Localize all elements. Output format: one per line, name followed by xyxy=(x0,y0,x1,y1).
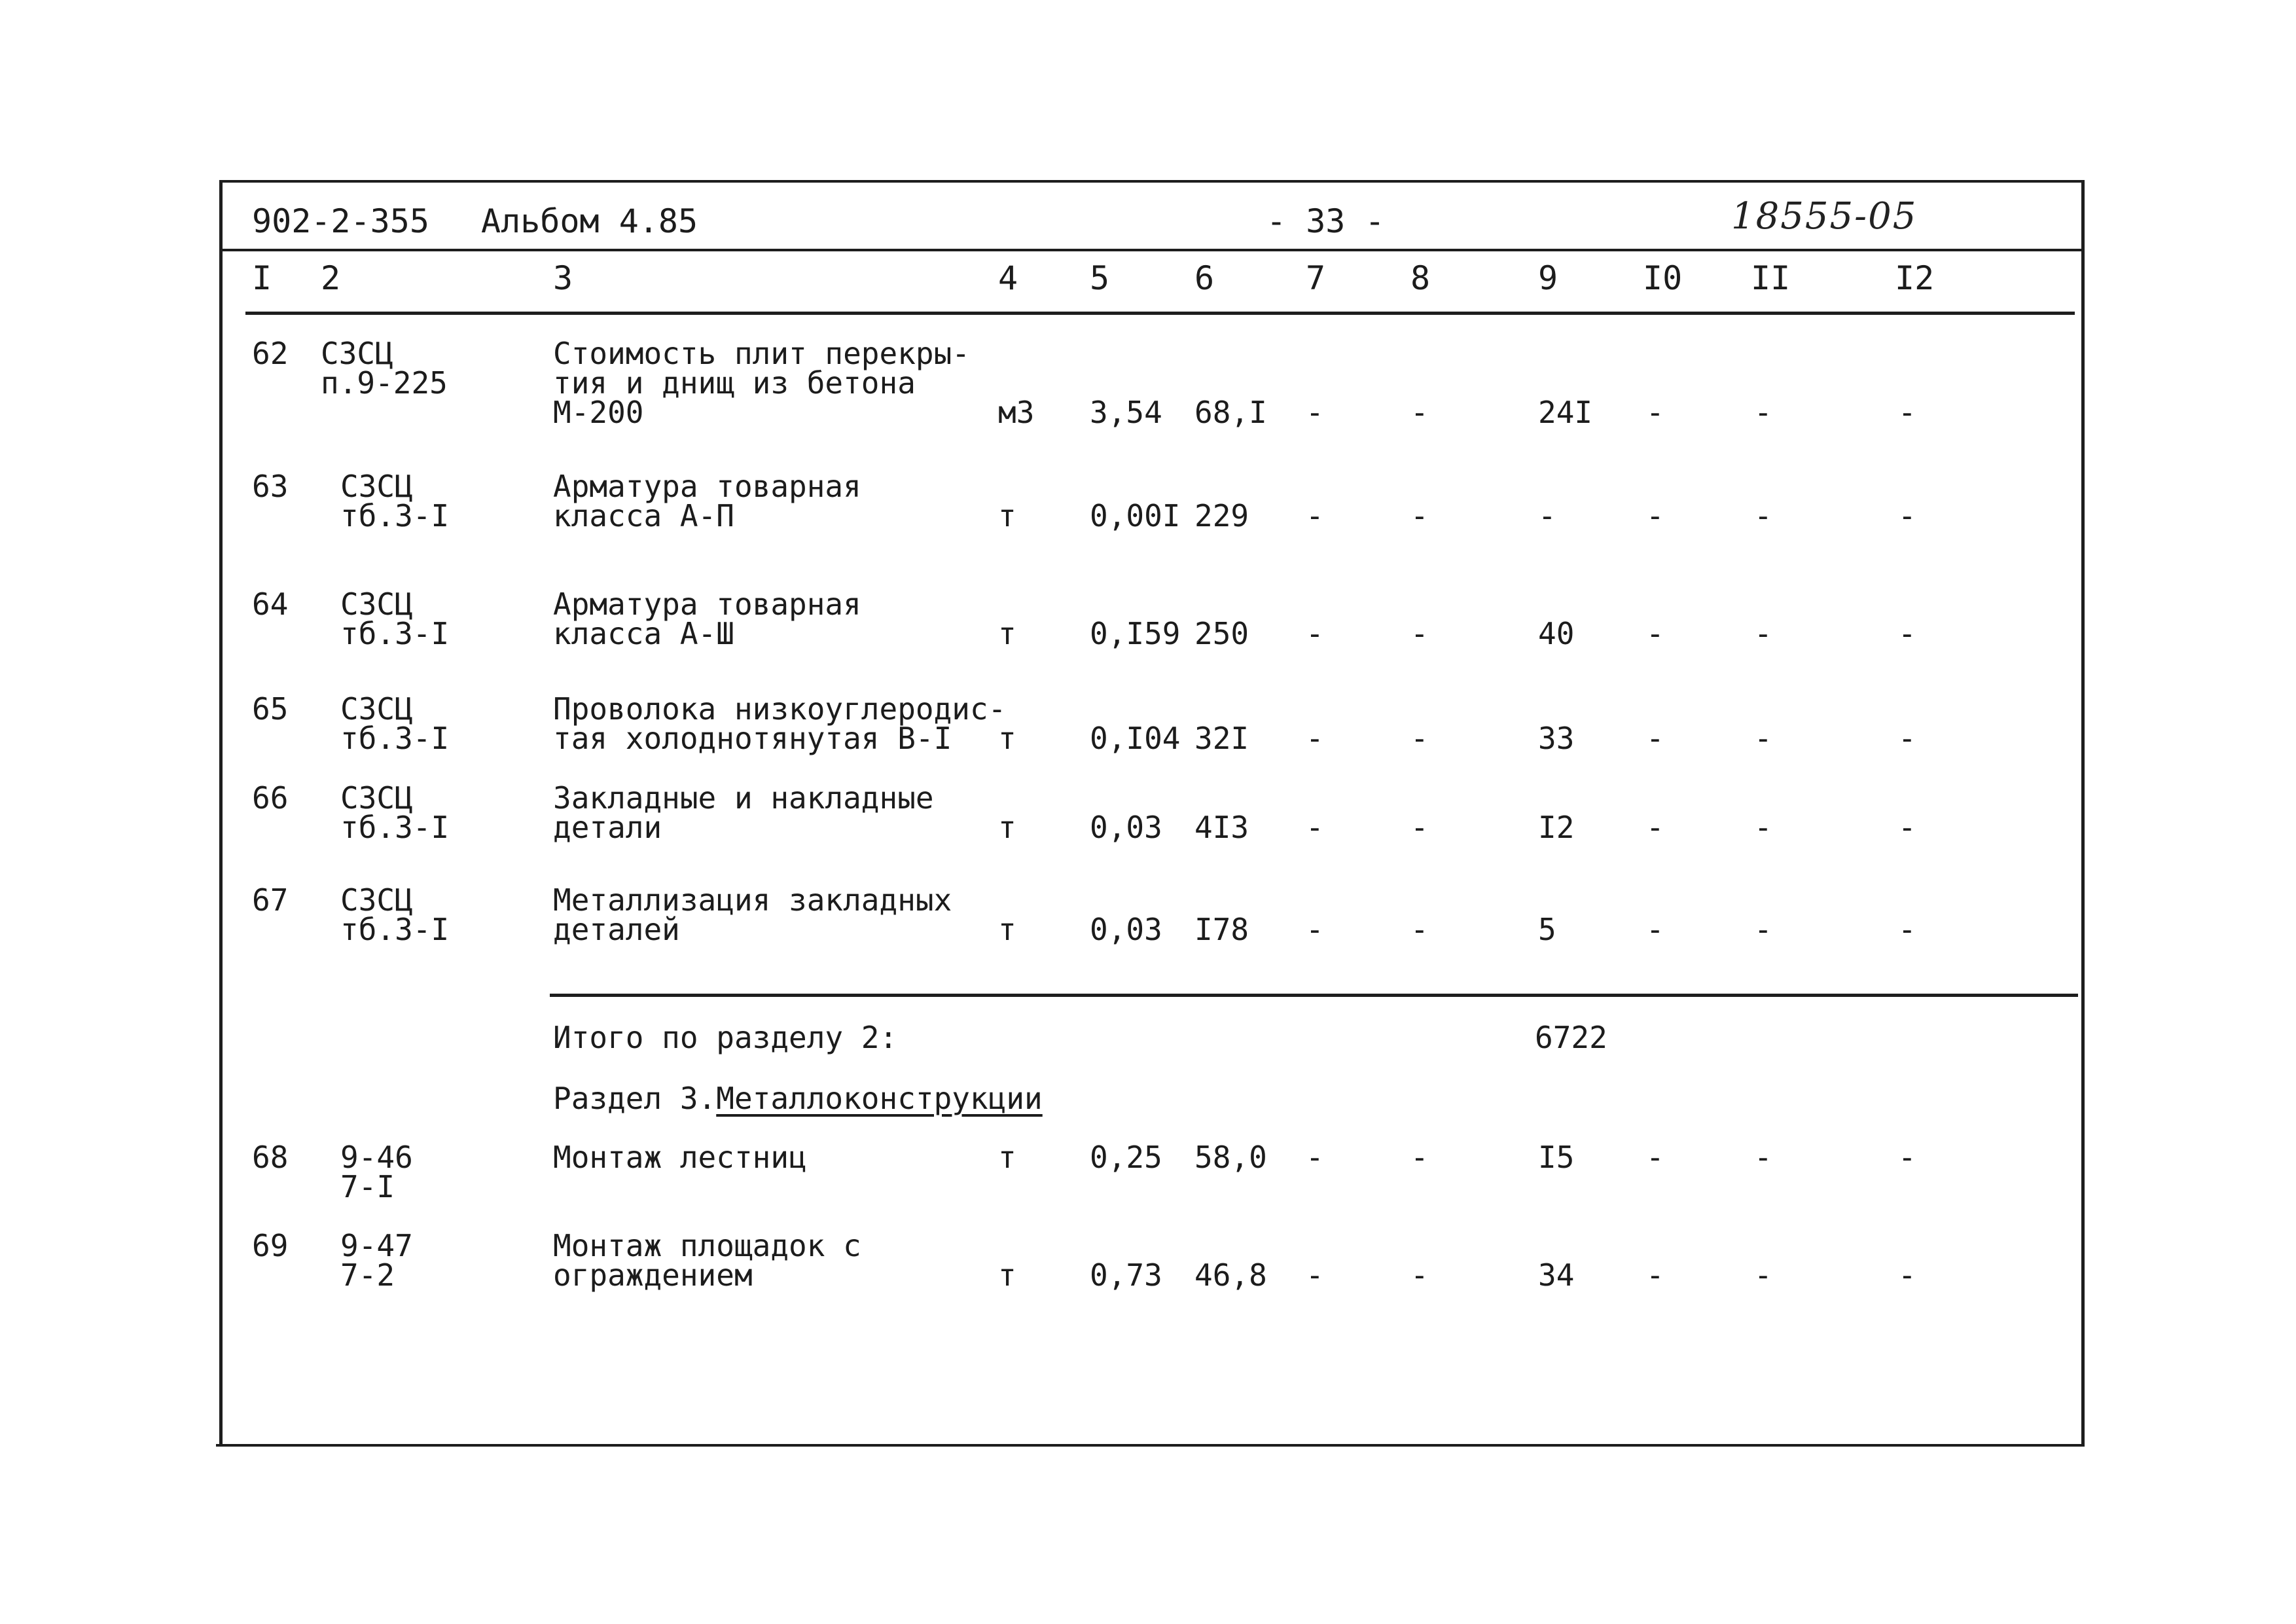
row-description: тия и днищ из бетона xyxy=(553,365,916,401)
row-reference: 7-I xyxy=(340,1169,395,1204)
row-description: Монтаж лестниц xyxy=(553,1140,807,1175)
row-reference: 9-46 xyxy=(340,1140,413,1175)
row-c11: - xyxy=(1754,912,1772,947)
row-quantity: 0,03 xyxy=(1090,810,1162,845)
row-price: 32I xyxy=(1194,721,1249,756)
row-description: Проволока низкоуглеродис- xyxy=(553,691,1007,727)
row-c11: - xyxy=(1754,1257,1772,1293)
frame-bottom-border xyxy=(216,1444,2085,1447)
frame-right-border xyxy=(2081,180,2085,1447)
row-c7: - xyxy=(1306,498,1324,533)
row-c8: - xyxy=(1410,395,1429,430)
column-number: 7 xyxy=(1306,259,1326,297)
page-number: - 33 - xyxy=(1266,202,1385,240)
row-unit: т xyxy=(998,498,1016,533)
row-c7: - xyxy=(1306,1140,1324,1175)
row-number: 65 xyxy=(252,691,289,727)
row-c8: - xyxy=(1410,912,1429,947)
row-number: 67 xyxy=(252,882,289,918)
row-description: Арматура товарная xyxy=(553,469,861,504)
row-unit: т xyxy=(998,1257,1016,1293)
row-reference: 9-47 xyxy=(340,1228,413,1263)
row-c12: - xyxy=(1898,721,1916,756)
row-c8: - xyxy=(1410,721,1429,756)
row-number: 69 xyxy=(252,1228,289,1263)
row-number: 62 xyxy=(252,336,289,371)
row-c10: - xyxy=(1646,810,1664,845)
row-c12: - xyxy=(1898,498,1916,533)
row-c7: - xyxy=(1306,721,1324,756)
row-c7: - xyxy=(1306,616,1324,651)
row-c10: - xyxy=(1646,912,1664,947)
row-number: 63 xyxy=(252,469,289,504)
row-c9: - xyxy=(1538,498,1556,533)
column-number: 8 xyxy=(1410,259,1431,297)
row-description: класса А-П xyxy=(553,498,734,533)
handwritten-number: 18555-05 xyxy=(1731,195,1918,238)
row-description: Монтаж площадок с xyxy=(553,1228,861,1263)
row-c11: - xyxy=(1754,395,1772,430)
row-c10: - xyxy=(1646,395,1664,430)
row-description: ограждением xyxy=(553,1257,753,1293)
row-c9: 33 xyxy=(1538,721,1575,756)
section-heading xyxy=(553,1081,1043,1116)
row-c7: - xyxy=(1306,912,1324,947)
column-number: 3 xyxy=(553,259,573,297)
row-reference: СЗСЦ xyxy=(321,336,393,371)
row-quantity: 3,54 xyxy=(1090,395,1162,430)
row-c11: - xyxy=(1754,1140,1772,1175)
row-reference: тб.3-I xyxy=(340,616,450,651)
row-description: Стоимость плит перекры- xyxy=(553,336,970,371)
row-price: I78 xyxy=(1194,912,1249,947)
row-c9: I2 xyxy=(1538,810,1575,845)
row-price: 46,8 xyxy=(1194,1257,1267,1293)
frame-top-border xyxy=(219,180,2085,183)
row-reference: СЗСЦ xyxy=(340,469,413,504)
row-c10: - xyxy=(1646,1257,1664,1293)
row-number: 64 xyxy=(252,586,289,622)
row-c10: - xyxy=(1646,616,1664,651)
row-c9: 5 xyxy=(1538,912,1556,947)
column-number: II xyxy=(1751,259,1791,297)
row-unit: м3 xyxy=(998,395,1035,430)
row-description: деталей xyxy=(553,912,680,947)
row-description: Металлизация закладных xyxy=(553,882,952,918)
section-prefix: Раздел 3. xyxy=(553,1081,717,1116)
row-description: класса А-Ш xyxy=(553,616,734,651)
row-unit: т xyxy=(998,721,1016,756)
row-unit: т xyxy=(998,810,1016,845)
row-reference: тб.3-I xyxy=(340,912,450,947)
row-c8: - xyxy=(1410,810,1429,845)
row-description: детали xyxy=(553,810,662,845)
column-number: 4 xyxy=(998,259,1018,297)
row-number: 66 xyxy=(252,780,289,816)
row-reference: СЗСЦ xyxy=(340,882,413,918)
header-divider xyxy=(219,249,2085,251)
row-c12: - xyxy=(1898,616,1916,651)
column-number: 9 xyxy=(1538,259,1558,297)
section-title: Металлоконструкции xyxy=(716,1081,1043,1116)
row-c7: - xyxy=(1306,810,1324,845)
document-code: 902-2-355 xyxy=(252,202,429,240)
column-number: I2 xyxy=(1895,259,1935,297)
row-c7: - xyxy=(1306,395,1324,430)
row-description: М-200 xyxy=(553,395,644,430)
row-reference: СЗСЦ xyxy=(340,780,413,816)
row-price: 58,0 xyxy=(1194,1140,1267,1175)
row-c9: 40 xyxy=(1538,616,1575,651)
total-value: 6722 xyxy=(1535,1020,1607,1055)
column-number: 6 xyxy=(1194,259,1215,297)
row-unit: т xyxy=(998,912,1016,947)
row-c9: I5 xyxy=(1538,1140,1575,1175)
row-c9: 34 xyxy=(1538,1257,1575,1293)
row-c8: - xyxy=(1410,1140,1429,1175)
total-divider xyxy=(550,994,2078,997)
row-quantity: 0,73 xyxy=(1090,1257,1162,1293)
row-c10: - xyxy=(1646,721,1664,756)
row-quantity: 0,I04 xyxy=(1090,721,1181,756)
row-reference: СЗСЦ xyxy=(340,586,413,622)
row-c11: - xyxy=(1754,721,1772,756)
row-price: 4I3 xyxy=(1194,810,1249,845)
album-label: Альбом 4.85 xyxy=(481,202,698,240)
row-c11: - xyxy=(1754,616,1772,651)
row-price: 250 xyxy=(1194,616,1249,651)
row-c8: - xyxy=(1410,498,1429,533)
row-description: Закладные и накладные xyxy=(553,780,934,816)
row-reference: тб.3-I xyxy=(340,498,450,533)
column-number: 2 xyxy=(321,259,341,297)
row-number: 68 xyxy=(252,1140,289,1175)
row-c7: - xyxy=(1306,1257,1324,1293)
row-c9: 24I xyxy=(1538,395,1593,430)
row-price: 229 xyxy=(1194,498,1249,533)
row-quantity: 0,25 xyxy=(1090,1140,1162,1175)
row-c12: - xyxy=(1898,810,1916,845)
row-c12: - xyxy=(1898,1257,1916,1293)
frame-left-border xyxy=(219,180,223,1447)
row-reference: 7-2 xyxy=(340,1257,395,1293)
row-reference: СЗСЦ xyxy=(340,691,413,727)
column-number: I xyxy=(252,259,272,297)
row-unit: т xyxy=(998,1140,1016,1175)
row-description: тая холоднотянутая В-I xyxy=(553,721,952,756)
row-c12: - xyxy=(1898,912,1916,947)
row-quantity: 0,00I xyxy=(1090,498,1181,533)
row-quantity: 0,03 xyxy=(1090,912,1162,947)
total-label: Итого по разделу 2: xyxy=(553,1020,898,1055)
row-unit: т xyxy=(998,616,1016,651)
row-c11: - xyxy=(1754,810,1772,845)
row-price: 68,I xyxy=(1194,395,1267,430)
row-reference: тб.3-I xyxy=(340,721,450,756)
row-c12: - xyxy=(1898,395,1916,430)
row-c10: - xyxy=(1646,1140,1664,1175)
column-number: I0 xyxy=(1643,259,1683,297)
row-c8: - xyxy=(1410,616,1429,651)
row-description: Арматура товарная xyxy=(553,586,861,622)
row-quantity: 0,I59 xyxy=(1090,616,1181,651)
row-c11: - xyxy=(1754,498,1772,533)
row-reference: п.9-225 xyxy=(321,365,448,401)
row-c12: - xyxy=(1898,1140,1916,1175)
column-number: 5 xyxy=(1090,259,1110,297)
row-c10: - xyxy=(1646,498,1664,533)
row-c8: - xyxy=(1410,1257,1429,1293)
columns-divider xyxy=(245,312,2075,315)
row-reference: тб.3-I xyxy=(340,810,450,845)
